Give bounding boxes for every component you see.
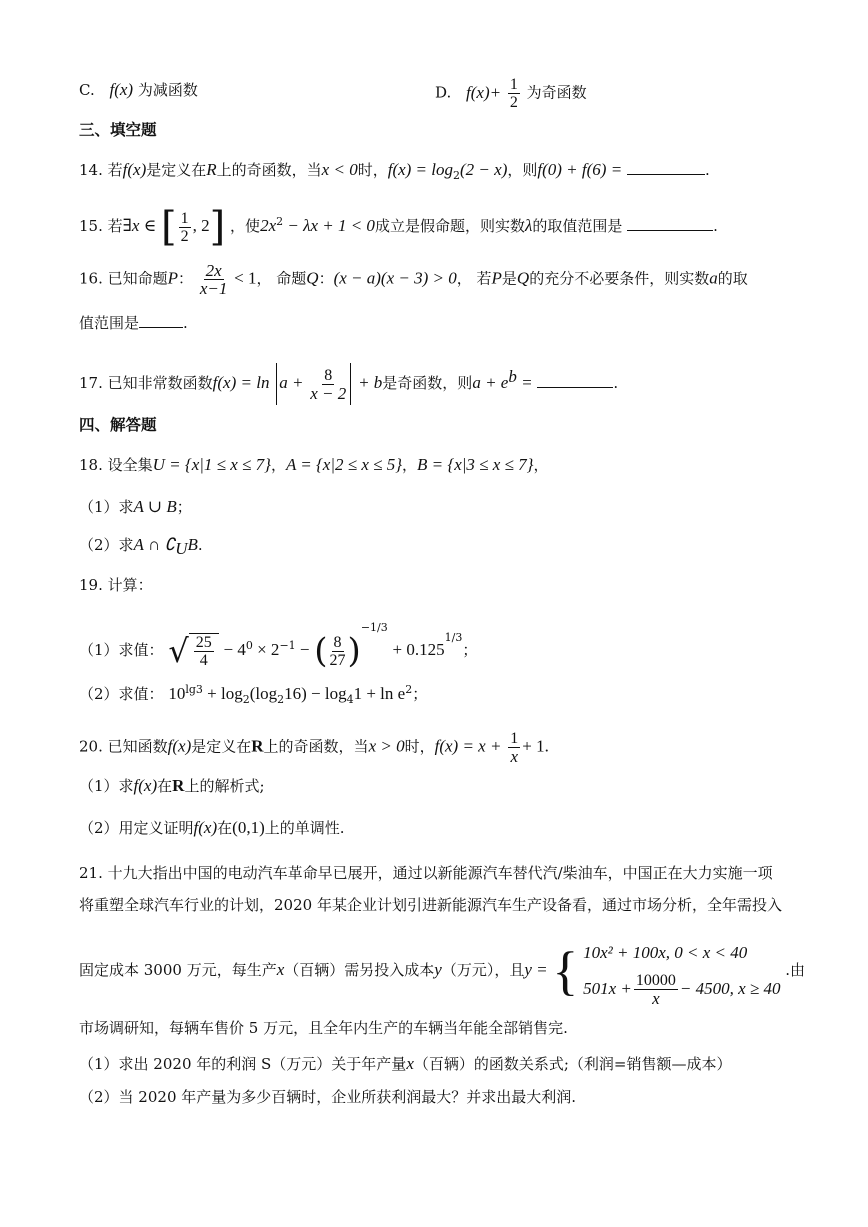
q18-part-1: （1）求A ∪ B； [79,497,192,516]
question-14: 14. 若f(x)是定义在R上的奇函数，当x < 0时，$f(x) = \log_2(2 - x)$，则f(0) + f(6) = . [79,160,710,182]
question-21-line1: 21. 十九大指出中国的电动汽车革命早已展开，通过以新能源汽车替代汽/柴油车，中国正在大力实施一项 [79,864,773,882]
q15-answer-blank [627,216,713,231]
question-16-line2: 值范围是 . [79,314,188,332]
question-18: 18. 设全集U = {x|1 ≤ x ≤ 7}，A = {x|2 ≤ x ≤ 5}，B = {x|3 ≤ x ≤ 7}， [79,455,549,474]
q14-number: 14. [79,161,103,179]
q17-fraction: $\frac{8}{x - 2}$ [310,366,347,403]
q21-part-2: （2）当 2020 年产量为多少百辆时，企业所获利润最大？并求出最大利润. [79,1088,577,1106]
option-d-math: f(x)+ [466,82,502,102]
piecewise-case-2: 501x + $\frac{10000}{x}$ − 4500, x ≥ 40 [583,971,781,1008]
question-16: 16. 已知命题P： $\frac{2x}{x-1}$ < 1， 命题Q：(x − a)(x − 3) > 0， 若P是Q的充分不必要条件，则实数a的取 [79,261,748,298]
q16-answer-blank [139,313,183,328]
q20-part-2: （2）用定义证明f(x)在(0,1)上的单调性. [79,818,345,837]
section-3-title: 三、填空题 [79,121,157,139]
option-c-label: C. [79,81,95,99]
q17-number: 17. [79,374,103,392]
q21-part-1: （1）求出 2020 年的利润 S（万元）关于年产量x（百辆）的函数关系式;（利润=销售额—成本） [79,1054,732,1073]
q16-fraction: $\frac{2x}{x-1}$ [199,261,228,298]
q19-part-2: （2）求值： $10^{lg3} + \log_2(\log_216) - \log_41 + \ln e^2$； [79,683,428,706]
option-d-label: D. [435,83,452,102]
q19-sqrt: √ $\frac{25}{4}$ [168,631,218,671]
q19-fraction: $\frac{8}{27}$ [329,633,346,669]
question-19: 19. 计算： [79,576,153,594]
question-20: 20. 已知函数f(x)是定义在R上的奇函数，当x > 0时，f(x) = x + $\frac{1}{x}$ + 1. [79,730,549,766]
piecewise-function [583,935,780,1007]
question-21-line2: 将重塑全球汽车行业的计划，2020 年某企业计划引进新能源汽车生产设备看，通过市场分析，全年需投入 [79,896,782,914]
piecewise-brace: { [552,941,579,1001]
option-c-math: f(x) [109,80,134,99]
q19-number: 19. [79,576,103,594]
option-d [435,76,587,111]
question-17: 17. 已知非常数函数f(x) = ln a + $\frac{8}{x - 2}$ + b是奇函数，则$a + e^b$ = . [79,363,618,405]
option-d-fraction: $\frac{1}{2}$ [509,76,518,111]
q18-number: 18. [79,456,103,474]
question-21-line4: 市场调研知，每辆车售价 5 万元，且全年内生产的车辆当年能全部销售完. [79,1019,568,1037]
option-c [79,80,198,100]
q18-part-2: （2）求A ∩ $∁_UB$. [79,535,203,558]
q20-number: 20. [79,737,103,756]
piecewise-case-1: 10x² + 100x, 0 < x < 40 [583,943,748,962]
section-4-title: 四、解答题 [79,416,157,434]
q19-part-1: （1）求值： √ $\frac{25}{4}$ − $4^0 \times 2^{-1}$ − ( $\frac{8}{27}$ )$^{-1/3} + 0.125^{1/3}$； [79,621,478,671]
q16-number: 16. [79,269,103,288]
option-d-text: 为奇函数 [526,83,587,102]
option-c-text: 为减函数 [137,81,198,99]
q17-answer-blank [537,373,613,388]
q20-part-1: （1）求f(x)在R上的解析式; [79,776,265,795]
question-15: 15. 若∃x ∈ [ $\frac{1}{2}$ , 2] ，使$2x^2 - \lambda x + 1 < 0$成立是假命题，则实数λ的取值范围是 . [79,204,718,250]
q20-fraction: $\frac{1}{x}$ [510,730,519,766]
q15-fraction: $\frac{1}{2}$ [180,209,189,245]
q14-answer-blank [627,160,705,175]
q15-number: 15. [79,217,103,235]
question-21-line3: 固定成本 3000 万元，每生产x（百辆）需另投入成本y（万元），且y = { 10x² + 100x, 0 < x < 40 501x + $\frac{10000}{x}$ − 4500, x ≥ 40 .由 [79,930,805,1010]
